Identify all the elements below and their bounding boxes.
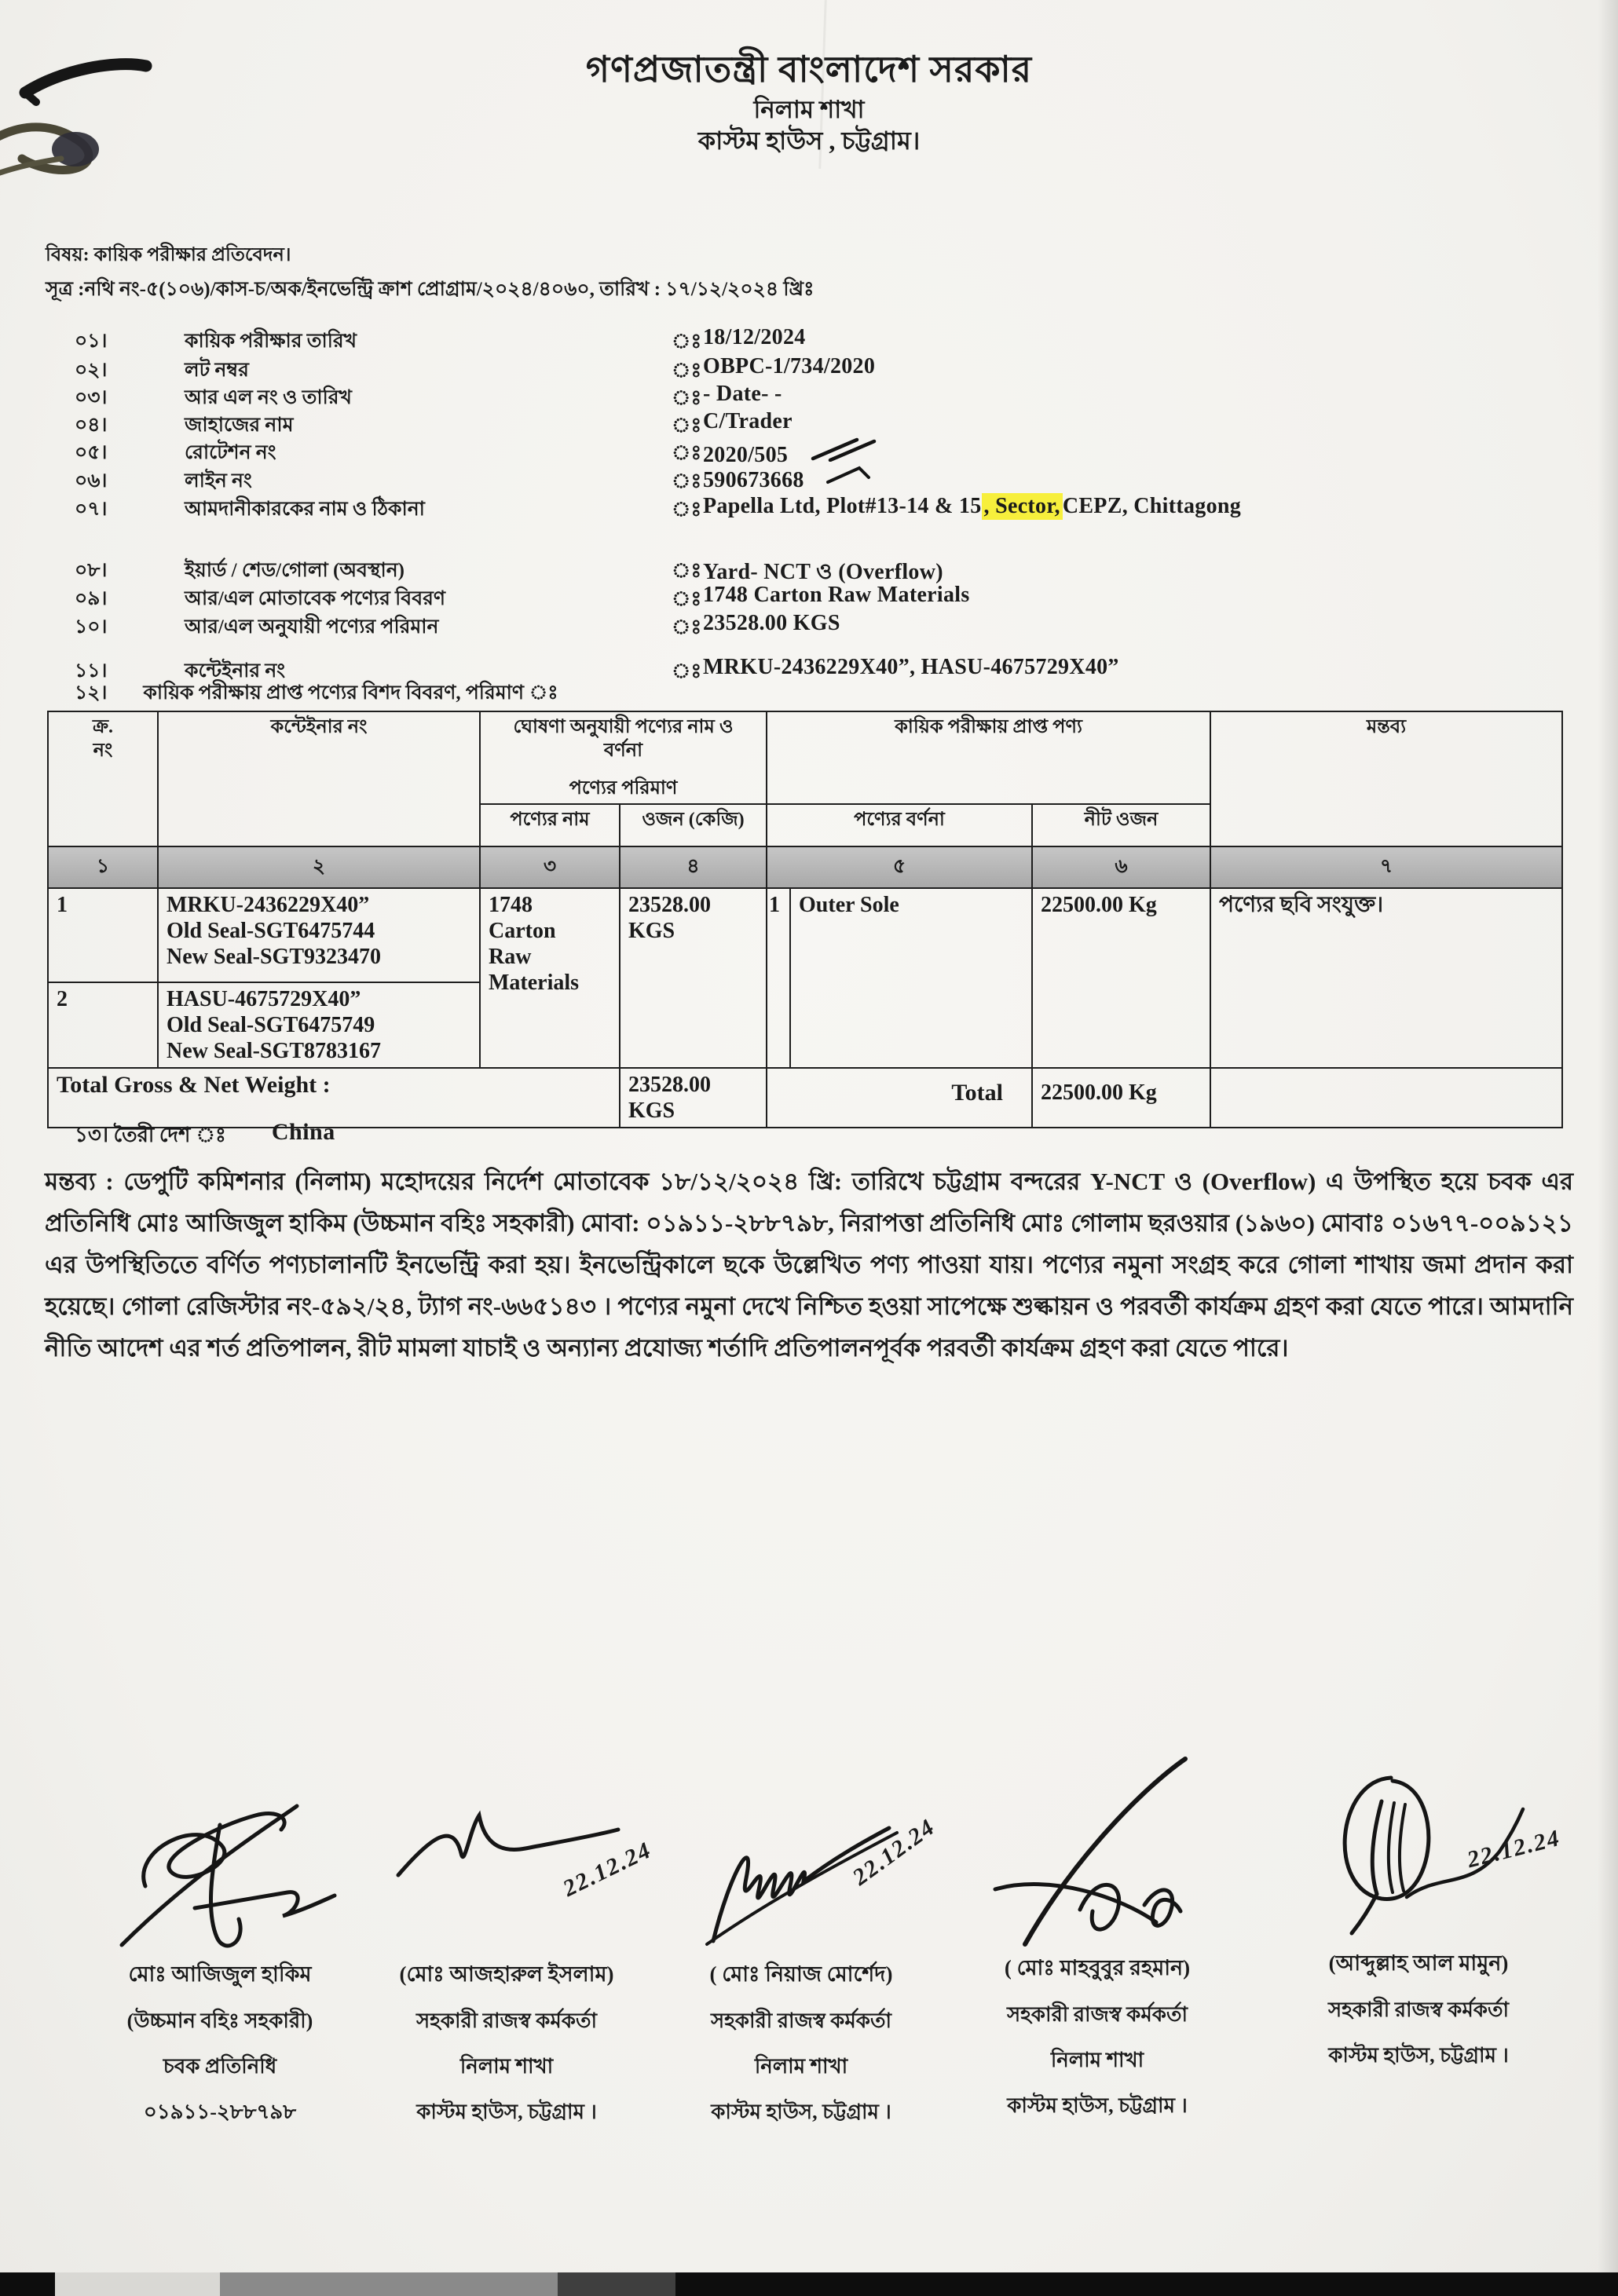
col-num-6: ৬ xyxy=(1032,846,1210,888)
signatory-office: কাস্টম হাউস, চট্টগ্রাম । xyxy=(1007,2094,1188,2117)
signatory-name: মোঃ আজিজুল হাকিম xyxy=(128,1962,312,1986)
field-label: কন্টেইনার নং xyxy=(185,660,286,682)
field-separator: ঃ xyxy=(672,386,702,409)
signatory-office: কাস্টম হাউস, চট্টগ্রাম । xyxy=(711,2100,891,2123)
examination-table xyxy=(47,711,1563,1128)
field-value: C/Trader xyxy=(703,409,793,433)
row2-container-no: HASU-4675729X40” xyxy=(167,987,361,1011)
pen-slash-mark xyxy=(808,435,884,462)
remarks-cell: পণ্যের ছবি সংযুক্ত। xyxy=(1210,888,1562,1068)
field-value: Yard- NCT ও (Overflow) xyxy=(703,560,943,584)
signature-block-azharul-islam xyxy=(369,1781,656,2130)
signatory-designation: সহকারী রাজস্ব কর্মকর্তা xyxy=(710,2009,892,2032)
importer-prefix: Papella Ltd, Plot#13-14 & 15 xyxy=(703,494,982,518)
signatory-name: ( মোঃ মাহবুবুর রহমান) xyxy=(1004,1956,1191,1980)
field-value: 23528.00 KGS xyxy=(703,611,840,635)
field-label: লাইন নং xyxy=(185,470,252,492)
row2-container xyxy=(158,982,480,1068)
field-no: ০৩। xyxy=(75,387,108,408)
scan-edge-shadow xyxy=(1598,0,1618,2296)
field-no: ১১। xyxy=(75,660,108,682)
signature-block-azizul-hakim xyxy=(79,1776,361,2130)
col-header-goods-name: পণ্যের নাম xyxy=(480,804,620,846)
field-label: ইয়ার্ড / শেড/গোলা (অবস্থান) xyxy=(185,560,404,581)
found-desc-cell: Outer Sole xyxy=(790,888,1032,1068)
field-value: - Date- - xyxy=(703,382,782,406)
section-12-no: ১২। xyxy=(75,682,108,704)
field-label: আর এল নং ও তারিখ xyxy=(185,387,352,408)
field-label: কায়িক পরীক্ষার তারিখ xyxy=(185,331,357,352)
col-header-goods-desc: পণ্যের বর্ণনা xyxy=(767,804,1032,846)
field-no: ০৭। xyxy=(75,499,108,520)
pen-tick-mark xyxy=(825,463,875,487)
scan-strip-light-patch xyxy=(55,2272,220,2296)
col-header-declared xyxy=(480,711,767,804)
signatory-designation: সহকারী রাজস্ব কর্মকর্তা xyxy=(415,2009,598,2032)
total-net-cell: 22500.00 Kg xyxy=(1032,1068,1210,1128)
col-num-5: ৫ xyxy=(767,846,1032,888)
field-no: ০১। xyxy=(75,331,108,352)
field-separator: ঃ xyxy=(672,414,702,437)
importer-suffix: CEPZ, Chittagong xyxy=(1062,494,1242,518)
signatory-office: কাস্টম হাউস, চট্টগ্রাম । xyxy=(416,2100,597,2123)
declared-weight-cell: 23528.00 KGS xyxy=(620,888,767,1068)
col-header-declared-l3: পণ্যের পরিমাণ xyxy=(569,778,678,799)
total-label-cell: Total Gross & Net Weight : xyxy=(48,1068,620,1128)
field-separator: ঃ xyxy=(672,616,702,638)
field-no: ০৫। xyxy=(75,442,108,463)
field-separator: ঃ xyxy=(672,441,702,464)
signature-date: 22.12.24 xyxy=(1464,1824,1564,1874)
row2-old-seal: Old Seal-SGT6475749 xyxy=(167,1013,375,1037)
field-value: 18/12/2024 xyxy=(703,325,806,349)
field-label: আর/এল অনুযায়ী পণ্যের পরিমান xyxy=(185,616,439,638)
total-declared-cell: 23528.00 KGS xyxy=(620,1068,767,1128)
field-no: ১০। xyxy=(75,616,108,638)
found-net-cell: 22500.00 Kg xyxy=(1032,888,1210,1068)
field-separator: ঃ xyxy=(672,559,702,582)
field-separator: ঃ xyxy=(672,498,702,521)
document-title: গণপ্রজাতন্ত্রী বাংলাদেশ সরকার xyxy=(585,49,1033,90)
signatory-phone: ০১৯১১-২৮৮৭৯৮ xyxy=(143,2100,297,2123)
field-separator: ঃ xyxy=(672,359,702,382)
field-value: MRKU-2436229X40”, HASU-4675729X40” xyxy=(703,655,1119,679)
col-header-serial xyxy=(48,711,158,846)
col-num-4: ৪ xyxy=(620,846,767,888)
found-serial-cell: 1 xyxy=(767,888,790,1068)
field-separator: ঃ xyxy=(672,660,702,682)
field-label: আর/এল মোতাবেক পণ্যের বিবরণ xyxy=(185,588,445,609)
branch-name: নিলাম শাখা xyxy=(753,96,865,123)
section-12-title: কায়িক পরীক্ষায় প্রাপ্ত পণ্যের বিশদ বিবরণ, পরিমাণ ঃ xyxy=(143,682,558,704)
field-label: লট নম্বর xyxy=(185,360,249,381)
col-num-7: ৭ xyxy=(1210,846,1562,888)
field-separator: ঃ xyxy=(672,330,702,353)
office-name: কাস্টম হাউস , চট্টগ্রাম। xyxy=(697,126,921,155)
field-label: জাহাজের নাম xyxy=(185,415,294,436)
row1-container-no: MRKU-2436229X40” xyxy=(167,893,370,917)
field-no: ০৮। xyxy=(75,560,108,581)
signatory-designation: সহকারী রাজস্ব কর্মকর্তা xyxy=(1327,1998,1510,2021)
field-list xyxy=(75,325,1567,694)
col-header-declared-l2: বর্ণনা xyxy=(603,740,643,761)
field-row-goods-qty xyxy=(75,611,1551,645)
col-header-declared-l1: ঘোষণা অনুযায়ী পণ্যের নাম ও xyxy=(513,717,734,737)
signature-scribble xyxy=(102,1776,338,1957)
signature-scribble xyxy=(979,1756,1215,1951)
signatory-name: (মোঃ আজহারুল ইসলাম) xyxy=(399,1962,614,1986)
field-value: 590673668 xyxy=(703,468,804,492)
subject-line: বিষয়: কায়িক পরীক্ষার প্রতিবেদন। xyxy=(46,245,291,265)
scan-strip-dark-patch xyxy=(558,2272,675,2296)
signatory-designation: সহকারী রাজস্ব কর্মকর্তা xyxy=(1006,2003,1188,2026)
col-header-net-weight: নীট ওজন xyxy=(1032,804,1210,846)
field-label: আমদানীকারকের নাম ও ঠিকানা xyxy=(185,499,425,520)
scan-strip-gray-patch xyxy=(220,2272,558,2296)
scan-bottom-strip xyxy=(0,2272,1618,2296)
row1-old-seal: Old Seal-SGT6475744 xyxy=(167,919,375,943)
field-separator: ঃ xyxy=(672,587,702,610)
signature-block-niaz-morshed xyxy=(664,1776,939,2130)
signatory-name: (আব্দুল্লাহ আল মামুন) xyxy=(1328,1951,1509,1975)
signatory-role: চবক প্রতিনিধি xyxy=(163,2055,277,2078)
col-num-3: ৩ xyxy=(480,846,620,888)
col-num-2: ২ xyxy=(158,846,480,888)
total-word-cell: Total xyxy=(767,1068,1032,1128)
signature-date: 22.12.24 xyxy=(847,1813,940,1891)
total-remarks-empty-cell xyxy=(1210,1068,1562,1128)
field-value: OBPC-1/734/2020 xyxy=(703,354,876,378)
col-header-serial-l2: নং xyxy=(93,740,113,761)
field-no: ০২। xyxy=(75,360,108,381)
signature-block-abdullah-al-mamun xyxy=(1261,1764,1576,2074)
section-13-country xyxy=(75,1119,335,1153)
section-12-heading xyxy=(75,677,558,711)
field-separator: ঃ xyxy=(672,470,702,492)
row1-new-seal: New Seal-SGT9323470 xyxy=(167,945,381,969)
signature-date: 22.12.24 xyxy=(558,1837,656,1902)
col-num-1: ১ xyxy=(48,846,158,888)
remarks-paragraph: মন্তব্য : ডেপুটি কমিশনার (নিলাম) মহোদয়ের নির্দেশ মোতাবেক ১৮/১২/২০২৪ খ্রি: তারিখে চট্টগ্রাম বন্দরের Y-NCT ও (Overflow) এ উপস্থিত হয়ে চবক এর প্রতিনিধি মোঃ আজিজুল হাকিম (উচ্চমান বহিঃ সহকারী) মোবা: ০১৯১১-২৮৮৭৯৮, নিরাপত্তা প্রতিনিধি মোঃ গোলাম ছরওয়ার (১৯৬০) মোবাঃ ০১৬৭৭-০০৯১২১ এর উপস্থিতিতে বর্ণিত পণ্যচালানটি ইনভেন্ট্রি করা হয়। ইনভেন্ট্রিকালে ছকে উল্লেখিত পণ্য পাওয়া যায়। পণ্যের নমুনা সংগ্রহ করে গোলা শাখায় জমা প্রদান করা হয়েছে। গোলা রেজিস্টার নং-৫৯২/২৪, ট্যাগ নং-৬৬৫১৪৩ । পণ্যের নমুনা দেখে নিশ্চিত হওয়া সাপেক্ষে শুল্কায়ন ও পরবর্তী কার্যক্রম গ্রহণ করা যেতে পারে। আমদানি নীতি আদেশ এর শর্ত প্রতিপালন, রীট মামলা যাচাই ও অন্যান্য প্রযোজ্য শর্তাদি প্রতিপালনপূর্বক পরবর্তী কার্যক্রম গ্রহণ করা যেতে পারে। xyxy=(45,1168,1573,1362)
field-label: রোটেশন নং xyxy=(185,442,276,463)
table-row xyxy=(48,888,1562,982)
signature-block-mahbubur-rahman xyxy=(960,1756,1235,2124)
col-header-weight: ওজন (কেজি) xyxy=(620,804,767,846)
signatory-name: ( মোঃ নিয়াজ মোর্শেদ) xyxy=(709,1962,893,1986)
field-value: 2020/505 xyxy=(703,443,789,467)
section-13-label: ১৩। তৈরী দেশ ঃ xyxy=(75,1124,226,1146)
row2-new-seal: New Seal-SGT8783167 xyxy=(167,1039,381,1063)
col-header-found: কায়িক পরীক্ষায় প্রাপ্ত পণ্য xyxy=(767,711,1210,804)
col-header-serial-l1: ক্র. xyxy=(92,717,114,737)
signatory-branch: নিলাম শাখা xyxy=(1050,2049,1144,2071)
row1-container xyxy=(158,888,480,982)
field-no: ০৬। xyxy=(75,470,108,492)
row1-serial: 1 xyxy=(48,888,158,982)
col-header-remarks: মন্তব্য xyxy=(1210,711,1562,846)
col-header-container: কন্টেইনার নং xyxy=(158,711,480,846)
field-value: 1748 Carton Raw Materials xyxy=(703,583,970,607)
signatory-office: কাস্টম হাউস, চট্টগ্রাম । xyxy=(1328,2044,1509,2067)
importer-highlighted-text: , Sector, xyxy=(982,493,1063,520)
field-no: ০৯। xyxy=(75,588,108,609)
row2-serial: 2 xyxy=(48,982,158,1068)
field-row-importer xyxy=(75,493,1551,528)
reference-line: সূত্র :নথি নং-৫(১০৬)/কাস-চ/অক/ইনভেন্ট্রি ক্রাশ প্রোগ্রাম/২০২৪/৪০৬০, তারিখ : ১৭/১২/২০২৪ খ্রিঃ xyxy=(46,279,814,300)
field-value-wrap xyxy=(703,465,875,493)
field-no: ০৪। xyxy=(75,415,108,436)
signatory-branch: নিলাম শাখা xyxy=(459,2055,554,2078)
signatory-designation: (উচ্চমান বহিঃ সহকারী) xyxy=(126,2009,313,2032)
field-value-importer xyxy=(703,493,1241,520)
declared-goods-cell: 1748 Carton Raw Materials xyxy=(480,888,620,1068)
country-of-origin: China xyxy=(271,1119,335,1145)
signatory-branch: নিলাম শাখা xyxy=(754,2055,848,2078)
